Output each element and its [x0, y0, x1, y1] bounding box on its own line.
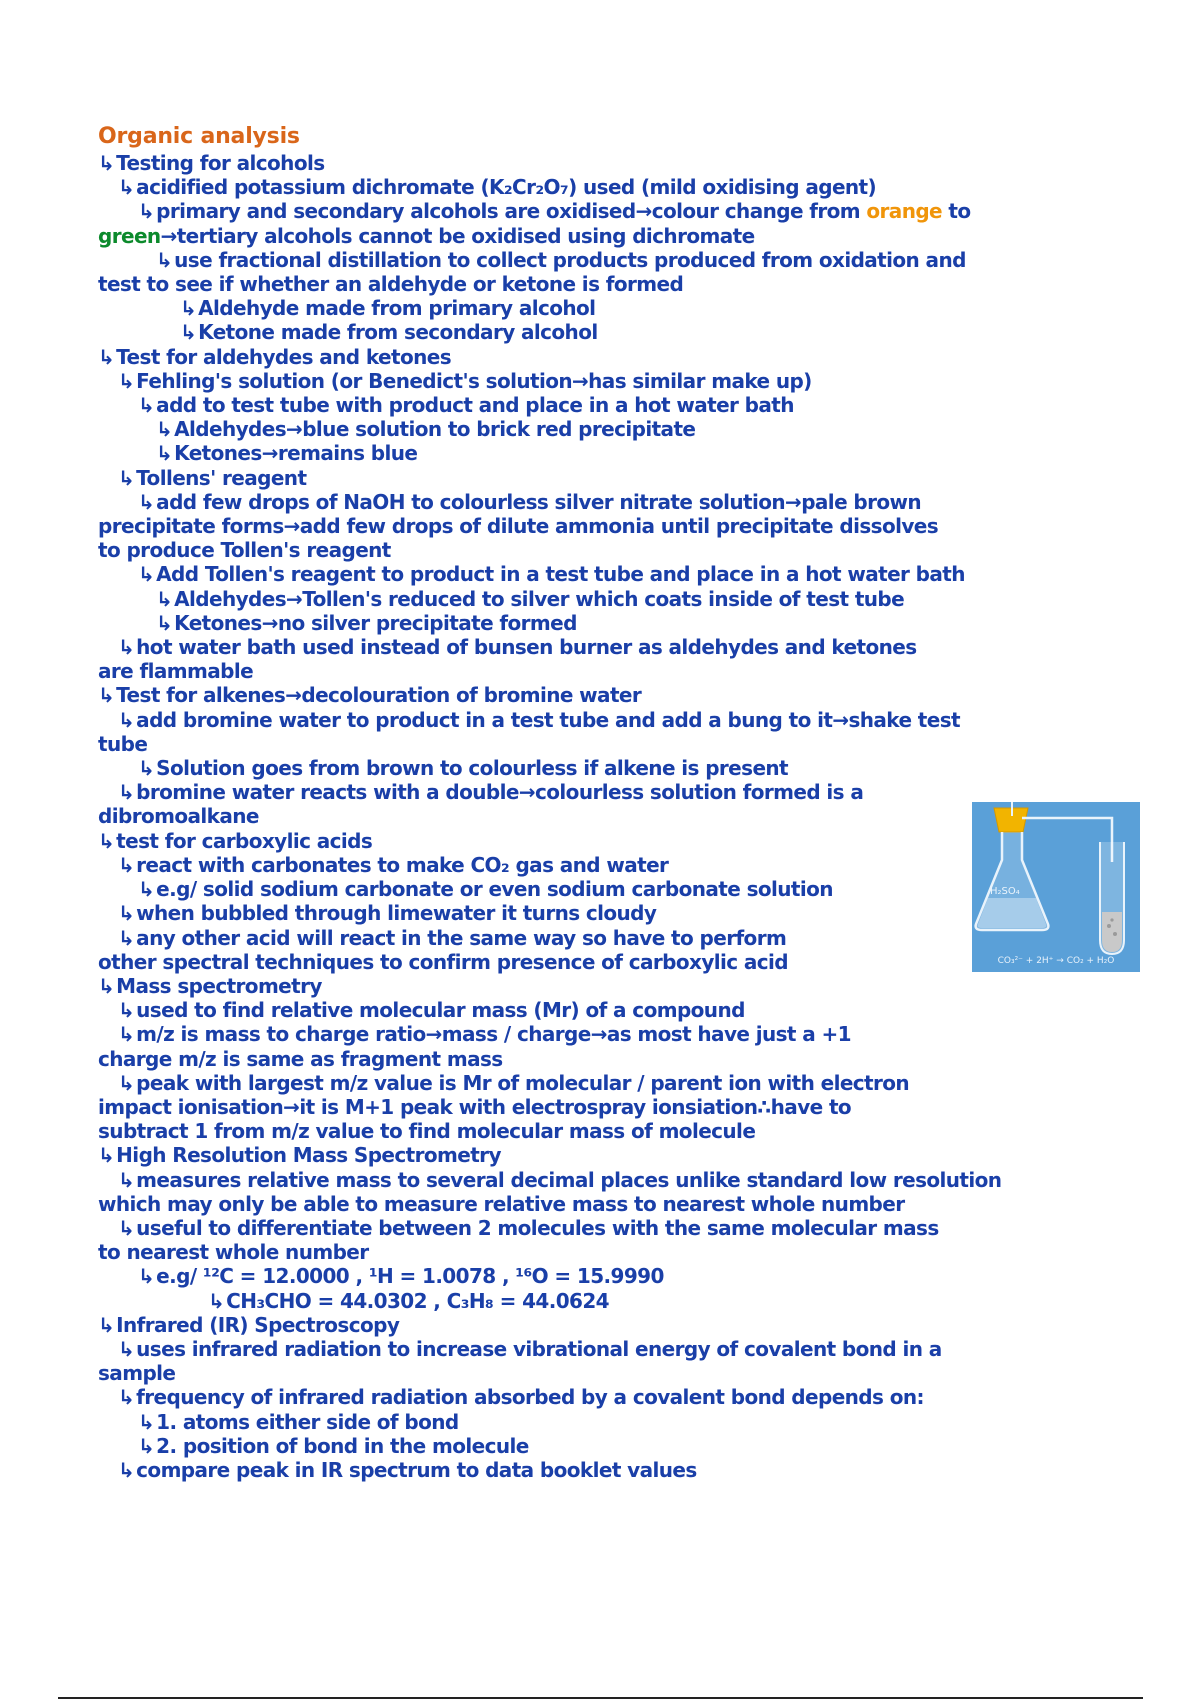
note-line — [98, 514, 1138, 538]
note-line — [98, 587, 1138, 611]
note-text: use fractional distillation to collect products produced from oxidation and — [174, 247, 966, 272]
note-text: e.g/ ¹²C = 12.0000 , ¹H = 1.0078 , ¹⁶O = 15.9990 — [156, 1264, 664, 1289]
note-text: add to test tube with product and place in a hot water bath — [156, 393, 794, 418]
note-text: tube — [98, 731, 148, 756]
sub-arrow-icon: ↳ — [118, 635, 135, 660]
sub-arrow-icon: ↳ — [156, 610, 173, 635]
note-text: Infrared (IR) Spectroscopy — [116, 1312, 400, 1337]
note-text: peak with largest m/z value is Mr of molecular / parent ion with electron — [136, 1070, 910, 1095]
note-line — [98, 1119, 1138, 1143]
note-line — [98, 1313, 1138, 1337]
note-text: compare peak in IR spectrum to data booklet values — [136, 1457, 697, 1482]
note-text: which may only be able to measure relative mass to nearest whole number — [98, 1191, 905, 1216]
note-line — [98, 248, 1138, 272]
note-line — [98, 708, 1138, 732]
note-line — [98, 998, 1138, 1022]
note-line — [98, 320, 1138, 344]
sub-arrow-icon: ↳ — [118, 925, 135, 950]
sub-arrow-icon: ↳ — [208, 1288, 225, 1313]
note-line — [98, 272, 1138, 296]
note-line — [98, 296, 1138, 320]
note-line — [98, 393, 1138, 417]
note-line — [98, 1240, 1138, 1264]
sub-arrow-icon: ↳ — [118, 780, 135, 805]
note-text: bromine water reacts with a double→colourless solution formed is a — [136, 780, 864, 805]
note-text: any other acid will react in the same way so have to perform — [136, 925, 787, 950]
sub-arrow-icon: ↳ — [138, 562, 155, 587]
sub-arrow-icon: ↳ — [118, 1070, 135, 1095]
sub-arrow-icon: ↳ — [118, 1336, 135, 1361]
note-text: e.g/ solid sodium carbonate or even sodium carbonate solution — [156, 877, 833, 902]
note-text: m/z is mass to charge ratio→mass / charge→as most have just a +1 — [136, 1022, 851, 1047]
note-line — [98, 732, 1138, 756]
sub-arrow-icon: ↳ — [138, 1264, 155, 1289]
experiment-figure — [972, 802, 1140, 972]
note-text: 2. position of bond in the molecule — [156, 1433, 529, 1458]
sub-arrow-icon: ↳ — [156, 586, 173, 611]
note-text: add bromine water to product in a test tube and add a bung to it→shake test — [136, 707, 960, 732]
sub-arrow-icon: ↳ — [98, 344, 115, 369]
sub-arrow-icon: ↳ — [118, 1167, 135, 1192]
note-text: High Resolution Mass Spectrometry — [116, 1143, 501, 1168]
note-line — [98, 1361, 1138, 1385]
note-line — [98, 151, 1138, 175]
note-line — [98, 1168, 1138, 1192]
note-text: hot water bath used instead of bunsen burner as aldehydes and ketones — [136, 635, 917, 660]
note-line — [98, 780, 1138, 804]
note-line — [98, 1410, 1138, 1434]
note-line — [98, 490, 1138, 514]
note-text: Aldehydes→Tollen's reduced to silver which coats inside of test tube — [174, 586, 905, 611]
note-line — [98, 1264, 1138, 1288]
note-text: to produce Tollen's reagent — [98, 538, 391, 563]
sub-arrow-icon: ↳ — [118, 852, 135, 877]
sub-arrow-icon: ↳ — [118, 707, 135, 732]
sub-arrow-icon: ↳ — [156, 247, 173, 272]
note-text: Test for alkenes→decolouration of bromine water — [116, 683, 642, 708]
note-line — [98, 1434, 1138, 1458]
note-text: Solution goes from brown to colourless if alkene is present — [156, 756, 789, 781]
sub-arrow-icon: ↳ — [156, 441, 173, 466]
note-text: subtract 1 from m/z value to find molecular mass of molecule — [98, 1119, 756, 1144]
sub-arrow-icon: ↳ — [138, 393, 155, 418]
sub-arrow-icon: ↳ — [118, 1022, 135, 1047]
note-line — [98, 441, 1138, 465]
note-text: 1. atoms either side of bond — [156, 1409, 459, 1434]
sub-arrow-icon: ↳ — [118, 901, 135, 926]
sub-arrow-icon: ↳ — [138, 1433, 155, 1458]
note-text: other spectral techniques to confirm presence of carboxylic acid — [98, 949, 789, 974]
note-line — [98, 756, 1138, 780]
note-line — [98, 175, 1138, 199]
sub-arrow-icon: ↳ — [138, 756, 155, 781]
note-line — [98, 369, 1138, 393]
note-line — [98, 1071, 1138, 1095]
sub-arrow-icon: ↳ — [118, 998, 135, 1023]
sub-arrow-icon: ↳ — [118, 1215, 135, 1240]
note-line — [98, 1289, 1138, 1313]
note-line — [98, 683, 1138, 707]
note-text: Aldehyde made from primary alcohol — [198, 296, 596, 321]
sub-arrow-icon: ↳ — [138, 489, 155, 514]
note-line — [98, 1047, 1138, 1071]
note-text: acidified potassium dichromate (K₂Cr₂O₇) used (mild oxidising agent) — [136, 175, 877, 200]
note-line — [98, 417, 1138, 441]
sub-arrow-icon: ↳ — [180, 296, 197, 321]
note-text: Ketones→no silver precipitate formed — [174, 610, 577, 635]
note-line — [98, 635, 1138, 659]
note-text: used to find relative molecular mass (Mr) of a compound — [136, 998, 745, 1023]
sub-arrow-icon: ↳ — [98, 1143, 115, 1168]
note-text: primary and secondary alcohols are oxidised→colour change from — [156, 199, 867, 224]
note-text-after: to — [942, 199, 971, 224]
note-text: uses infrared radiation to increase vibrational energy of covalent bond in a — [136, 1336, 942, 1361]
note-text: Tollens' reagent — [136, 465, 307, 490]
note-text: Add Tollen's reagent to product in a test tube and place in a hot water bath — [156, 562, 965, 587]
highlight-word: orange — [866, 199, 943, 224]
sub-arrow-icon: ↳ — [118, 1385, 135, 1410]
note-text: →tertiary alcohols cannot be oxidised using dichromate — [160, 223, 755, 248]
note-text: react with carbonates to make CO₂ gas and water — [136, 852, 669, 877]
sub-arrow-icon: ↳ — [138, 877, 155, 902]
note-line — [98, 345, 1138, 369]
note-text: Aldehydes→blue solution to brick red precipitate — [174, 417, 696, 442]
bottom-divider — [58, 1697, 1143, 1699]
note-text: frequency of infrared radiation absorbed by a covalent bond depends on: — [136, 1385, 924, 1410]
note-text: add few drops of NaOH to colourless silver nitrate solution→pale brown — [156, 489, 922, 514]
note-text: to nearest whole number — [98, 1240, 369, 1265]
note-text: test for carboxylic acids — [116, 828, 373, 853]
note-text: Mass spectrometry — [116, 973, 322, 998]
note-line — [98, 1385, 1138, 1409]
note-line — [98, 611, 1138, 635]
note-text: Ketones→remains blue — [174, 441, 418, 466]
note-text: dibromoalkane — [98, 804, 259, 829]
note-line — [98, 1458, 1138, 1482]
sub-arrow-icon: ↳ — [98, 151, 115, 175]
sub-arrow-icon: ↳ — [156, 417, 173, 442]
note-text: measures relative mass to several decimal places unlike standard low resolution — [136, 1167, 1002, 1192]
note-text: when bubbled through limewater it turns cloudy — [136, 901, 657, 926]
note-line — [98, 1095, 1138, 1119]
note-line — [98, 659, 1138, 683]
note-line — [98, 466, 1138, 490]
note-text: useful to differentiate between 2 molecules with the same molecular mass — [136, 1215, 939, 1240]
note-line — [98, 1022, 1138, 1046]
sub-arrow-icon: ↳ — [180, 320, 197, 345]
note-text: test to see if whether an aldehyde or ketone is formed — [98, 272, 684, 297]
sub-arrow-icon: ↳ — [98, 1312, 115, 1337]
note-text: Test for aldehydes and ketones — [116, 344, 452, 369]
sub-arrow-icon: ↳ — [138, 199, 155, 224]
note-text: precipitate forms→add few drops of dilute ammonia until precipitate dissolves — [98, 514, 939, 539]
figure-caption: CO₃²⁻ + 2H⁺ → CO₂ + H₂O — [997, 956, 1115, 966]
note-line — [98, 974, 1138, 998]
sub-arrow-icon: ↳ — [118, 1457, 135, 1482]
note-text: charge m/z is same as fragment mass — [98, 1046, 503, 1071]
note-text: impact ionisation→it is M+1 peak with electrospray ionsiation∴have to — [98, 1094, 852, 1119]
sub-arrow-icon: ↳ — [118, 175, 135, 200]
note-line — [98, 562, 1138, 586]
sub-arrow-icon: ↳ — [118, 465, 135, 490]
sub-arrow-icon: ↳ — [98, 973, 115, 998]
sub-arrow-icon: ↳ — [98, 828, 115, 853]
note-text: are flammable — [98, 659, 254, 684]
note-line — [98, 1216, 1138, 1240]
note-text: CH₃CHO = 44.0302 , C₃H₈ = 44.0624 — [226, 1288, 609, 1313]
note-text: Testing for alcohols — [116, 151, 325, 175]
highlight-word: green — [98, 223, 161, 248]
note-line — [98, 199, 1138, 223]
note-text: Fehling's solution (or Benedict's solution→has similar make up) — [136, 368, 812, 393]
note-line — [98, 1143, 1138, 1167]
sub-arrow-icon: ↳ — [118, 368, 135, 393]
sub-arrow-icon: ↳ — [98, 683, 115, 708]
note-line — [98, 1192, 1138, 1216]
note-text: Ketone made from secondary alcohol — [198, 320, 598, 345]
note-line — [98, 538, 1138, 562]
flask-label: H₂SO₄ — [990, 886, 1020, 897]
note-line — [98, 1337, 1138, 1361]
page-title: Organic analysis — [98, 124, 300, 149]
sub-arrow-icon: ↳ — [138, 1409, 155, 1434]
note-line — [98, 224, 1138, 248]
note-text: sample — [98, 1361, 176, 1386]
